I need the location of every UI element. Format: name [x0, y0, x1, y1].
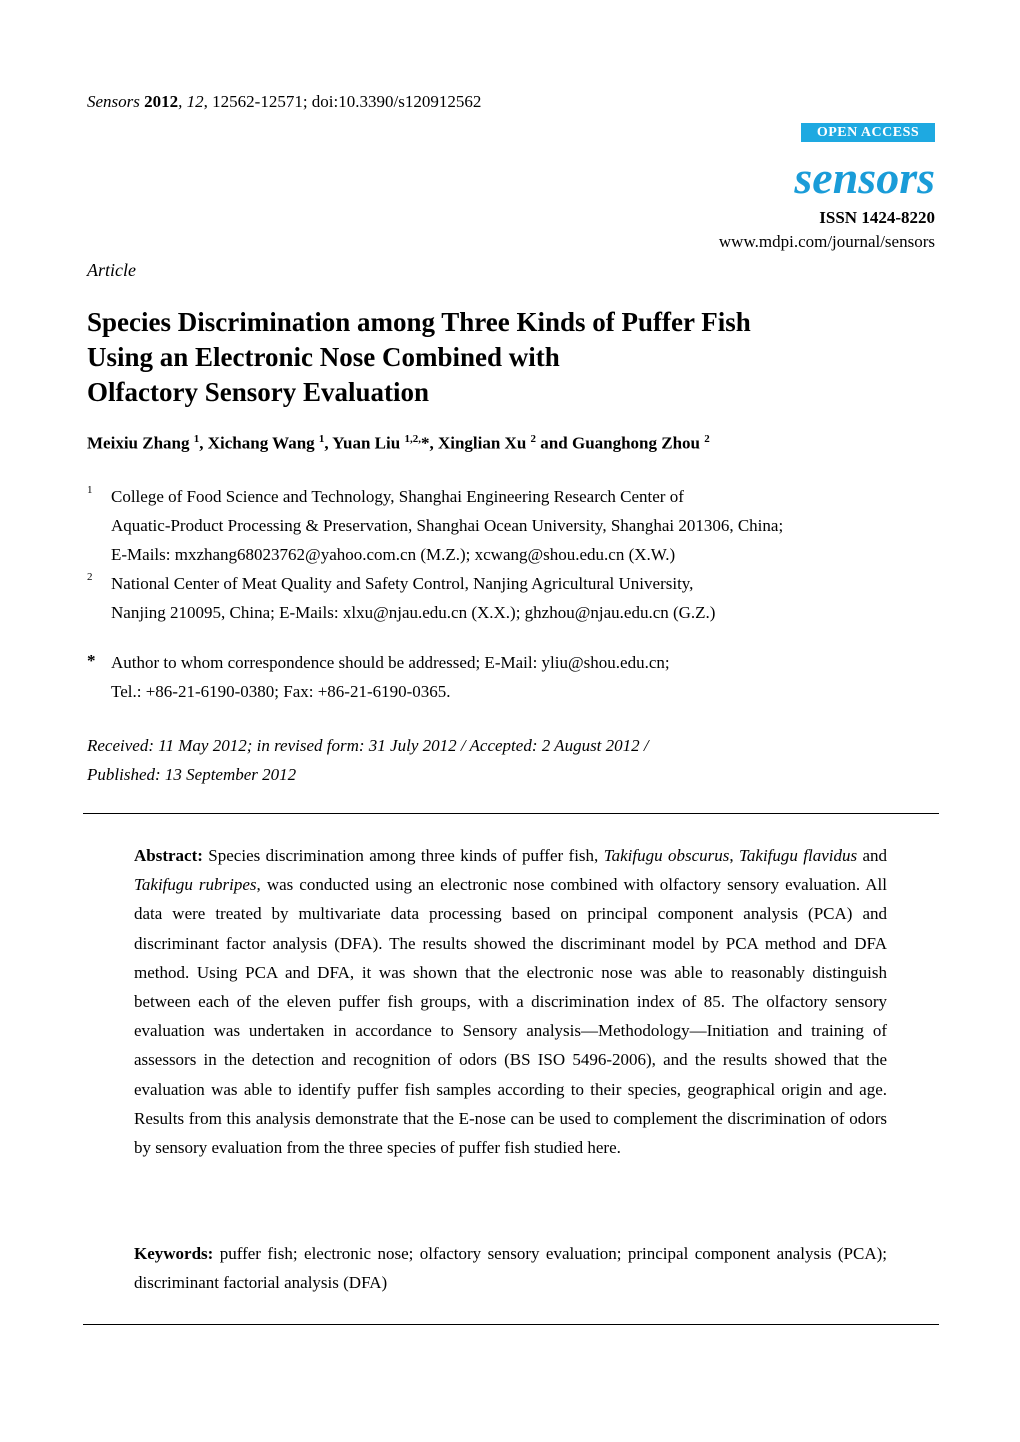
- author-name: Yuan Liu: [332, 433, 401, 453]
- affiliation-number: 1: [87, 484, 93, 496]
- author-affil-sup: 2: [530, 433, 537, 445]
- author-name: Guanghong Zhou: [571, 433, 701, 453]
- journal-logo: sensors: [794, 152, 935, 203]
- abstract-text: and: [857, 846, 888, 865]
- correspondence-line: Author to whom correspondence should be addressed; E-Mail: yliu@shou.edu.cn;: [111, 653, 670, 672]
- abstract-text: Species discrimination among three kinds of puffer fish,: [202, 846, 604, 865]
- abstract: [134, 841, 887, 1162]
- author-affil-sup: 1: [193, 433, 200, 445]
- author-affil-sup: 1: [318, 433, 325, 445]
- title-line: Species Discrimination among Three Kinds of Puffer Fish: [87, 307, 751, 337]
- author-name: Xinglian Xu: [437, 433, 527, 453]
- abstract-label: Abstract:: [134, 846, 203, 865]
- title-line: Using an Electronic Nose Combined with: [87, 342, 560, 372]
- dates-line: Published: 13 September 2012: [87, 765, 297, 784]
- correspondence-star: *: [87, 651, 96, 670]
- citation-line: Sensors 2012, 12, 12562-12571; doi:10.3390/s120912562: [87, 92, 482, 111]
- affiliation-line: National Center of Meat Quality and Safety Control, Nanjing Agricultural University,: [111, 574, 694, 593]
- dates-line: Received: 11 May 2012; in revised form: 31 July 2012 / Accepted: 2 August 2012 /: [87, 736, 649, 755]
- top-divider: [83, 813, 939, 814]
- author-name: Xichang Wang: [207, 433, 315, 453]
- abstract-text: , was conducted using an electronic nose combined with olfactory sensory evaluation. All data were treated by multivariate data processing based on principal component analysis (PCA) and discriminant factor analysis (DFA). The results showed the discriminant model by PCA method and DFA method. Using PCA and DFA, it was shown that the electronic nose was able to reasonably distinguish between each of the eleven puffer fish groups, with a discrimination index of 85. The olfactory sensory evaluation was undertaken in accordance to Sensory analysis—Methodology—Initiation and training of assessors in the detection and recognition of odors (BS ISO 5496-2006), and the results showed that the evaluation was able to identify puffer fish samples according to their species, geographical origin and age. Results from this analysis demonstrate that the E-nose can be used to complement the discrimination of odors by sensory evaluation from the three species of puffer fish studied here.: [134, 875, 887, 1158]
- keywords-text: puffer fish; electronic nose; olfactory sensory evaluation; principal component analysis (PCA); discriminant factorial analysis (DFA): [134, 1244, 887, 1293]
- publication-dates: [87, 731, 649, 789]
- abstract-text: ,: [729, 846, 739, 865]
- article-title: [87, 305, 947, 410]
- keywords: [134, 1239, 887, 1297]
- title-line: Olfactory Sensory Evaluation: [87, 377, 429, 407]
- citation-volume: 12: [186, 92, 204, 111]
- open-access-badge: OPEN ACCESS: [801, 123, 935, 142]
- author-affil-sup: 1,2,: [404, 433, 421, 445]
- species-name: Takifugu obscurus: [603, 846, 730, 865]
- journal-name: Sensors: [87, 92, 140, 111]
- citation-year: 2012: [144, 92, 179, 111]
- correspondence-line: Tel.: +86-21-6190-0380; Fax: +86-21-6190-0365.: [111, 682, 451, 701]
- affiliation-line: E-Mails: mxzhang68023762@yahoo.com.cn (M.Z.); xcwang@shou.edu.cn (X.W.): [111, 545, 676, 564]
- species-name: Takifugu flavidus: [739, 846, 858, 865]
- species-name: Takifugu rubripes: [134, 875, 257, 895]
- keywords-label: Keywords:: [134, 1244, 214, 1263]
- author-list: Meixiu Zhang $^1$, Xichang Wang $^1$, Yuan Liu $^{1,2,}$*, Xinglian Xu $^2$ and Guanghong Zhou $^2$: [87, 433, 710, 453]
- affiliation-line: College of Food Science and Technology, Shanghai Engineering Research Center of: [111, 487, 684, 506]
- bottom-divider: [83, 1324, 939, 1325]
- author-name: Meixiu Zhang: [87, 433, 190, 453]
- journal-url[interactable]: www.mdpi.com/journal/sensors: [718, 232, 935, 251]
- author-affil-sup: 2: [704, 433, 710, 445]
- affiliation-number: 2: [87, 571, 93, 583]
- affiliation-line: Nanjing 210095, China; E-Mails: xlxu@njau.edu.cn (X.X.); ghzhou@njau.edu.cn (G.Z.): [111, 603, 716, 622]
- affiliation-line: Aquatic-Product Processing & Preservation, Shanghai Ocean University, Shanghai 201306, China;: [111, 516, 784, 535]
- citation-pages-doi: , 12562-12571; doi:10.3390/s120912562: [203, 92, 482, 111]
- issn: ISSN 1424-8220: [819, 208, 935, 227]
- article-type: Article: [87, 260, 136, 280]
